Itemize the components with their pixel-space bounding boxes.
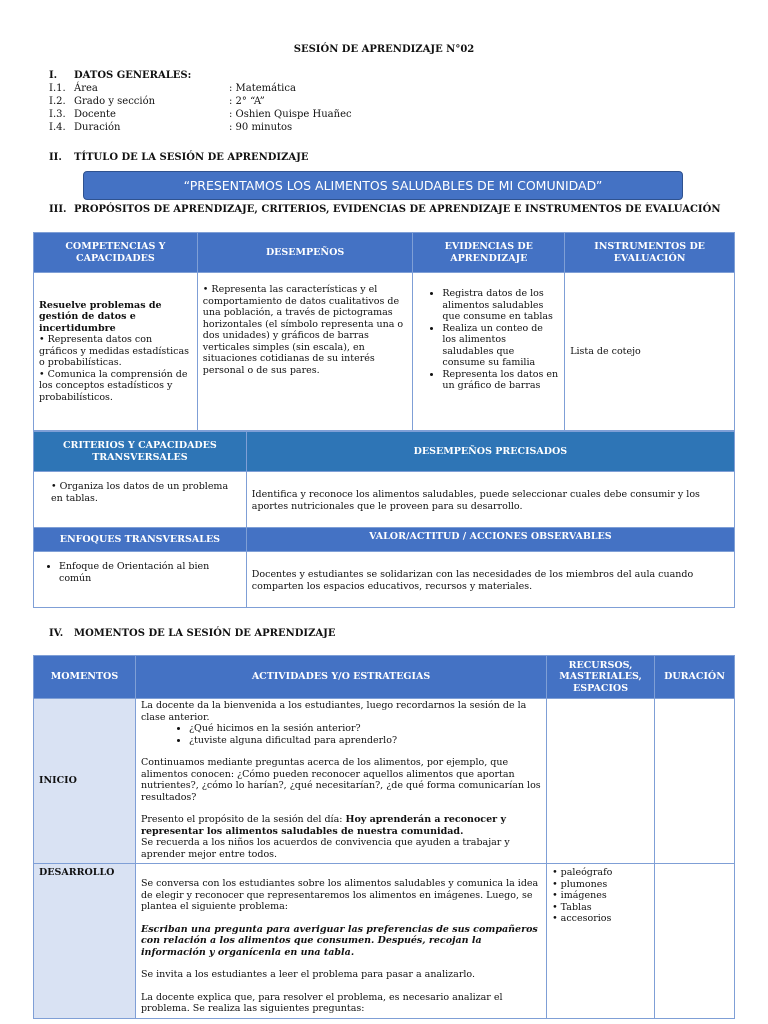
- header-valor: VALOR/ACTITUD / ACCIONES OBSERVABLES: [246, 528, 734, 552]
- moments-table: [33, 655, 735, 1019]
- inicio-questions-text: Continuamos mediante preguntas acerca de los alimentos, por ejemplo, que alimentos conocen: ¿Cómo pueden reconocer aquellos alimentos que aportan nutrientes?, ¿cómo lo harían?, ¿qué necesitarían?, ¿de qué forma comunicarían los resultados?: [140, 757, 541, 803]
- section-2-number: II.: [49, 152, 62, 163]
- header-duracion: DURACIÓN: [655, 656, 735, 699]
- recurso-item: • Tablas: [552, 901, 592, 913]
- section-4-heading: MOMENTOS DE LA SESIÓN DE APRENDIZAJE: [74, 628, 336, 639]
- evidencias-cell: [413, 273, 565, 431]
- criterio-text: • Organiza los datos de un problema en tablas.: [51, 481, 229, 504]
- session-title-banner: “PRESENTAMOS LOS ALIMENTOS SALUDABLES DE MI COMUNIDAD”: [83, 171, 683, 200]
- header-enfoques: ENFOQUES TRANSVERSALES: [34, 528, 247, 552]
- section-1-number: I.: [49, 70, 58, 81]
- recurso-item: • imágenes: [552, 890, 607, 901]
- inicio-activities: [135, 699, 546, 864]
- inicio-question: • ¿tuviste alguna dificultad para aprenderlo?: [189, 735, 541, 747]
- instrumento-text: Lista de cotejo: [570, 345, 641, 357]
- moment-desarrollo-label: DESARROLLO: [34, 864, 136, 1019]
- desarrollo-recursos: [547, 864, 655, 1019]
- inicio-purpose: Presento el propósito de la sesión del día: Hoy aprenderán a reconocer y representar los alimentos saludables de nuestra comunidad.: [140, 814, 506, 837]
- inicio-duracion: [655, 699, 735, 864]
- desarrollo-problem: Escriban una pregunta para averiguar las preferencias de sus compañeros con relación a los alimentos que consumen. Después, recojan la información y organícenla en una tabla.: [140, 923, 538, 958]
- section-2-heading: TÍTULO DE LA SESIÓN DE APRENDIZAJE: [74, 152, 309, 163]
- criterio-cell: [34, 472, 247, 528]
- inicio-question: • ¿Qué hicimos en la sesión anterior?: [189, 723, 541, 735]
- desarrollo-activities: [135, 864, 546, 1019]
- moment-inicio-label: INICIO: [34, 699, 136, 864]
- instrumento-cell: [565, 273, 735, 431]
- capacidad-item: • Comunica la comprensión de los conceptos estadísticos y probabilísticos.: [39, 368, 188, 403]
- capacidad-item: • Representa datos con gráficos y medidas estadísticas o probabilísticas.: [39, 334, 190, 369]
- header-desempenos-precisados: DESEMPEÑOS PRECISADOS: [246, 432, 734, 472]
- recurso-item: • plumones: [552, 878, 608, 890]
- evidencia-item: • Registra datos de los alimentos saludables que consume en tablas: [442, 288, 559, 323]
- purposes-table: [33, 232, 735, 431]
- header-criterios: CRITERIOS Y CAPACIDADES TRANSVERSALES: [34, 432, 247, 472]
- header-competencias: COMPETENCIAS Y CAPACIDADES: [34, 233, 198, 273]
- enfoque-cell: [34, 552, 247, 608]
- desempeno-text: • Representa las características y el comportamiento de datos cualitativos de una población, a través de pictogramas horizontales (el símbolo representa una o dos unidades) y gráficos de barras verticales simples (sin escala), en situaciones cotidianas de su interés personal o de sus pares.: [202, 284, 404, 376]
- header-instrumentos: INSTRUMENTOS DE EVALUACIÓN: [565, 233, 735, 273]
- recurso-item: • paleógrafo: [552, 867, 613, 878]
- header-actividades: ACTIVIDADES Y/O ESTRATEGIAS: [135, 656, 546, 699]
- inicio-agreements: Se recuerda a los niños los acuerdos de convivencia que ayuden a trabajar y aprender mejor entre todos.: [140, 837, 510, 860]
- enfoque-list: [39, 561, 241, 584]
- competencia-title: Resuelve problemas de gestión de datos e incertidumbre: [39, 299, 162, 334]
- section-3-heading: PROPÓSITOS DE APRENDIZAJE, CRITERIOS, EVIDENCIAS DE APRENDIZAJE E INSTRUMENTOS DE EVALUACIÓN: [74, 204, 721, 215]
- competencias-cell: [34, 273, 198, 431]
- precisado-cell: [246, 472, 734, 528]
- desarrollo-duracion: [655, 864, 735, 1019]
- document-title: SESIÓN DE APRENDIZAJE N°02: [293, 44, 475, 55]
- section-3-number: III.: [49, 204, 67, 215]
- section-4-number: IV.: [49, 628, 64, 639]
- inicio-recursos: [547, 699, 655, 864]
- header-evidencias: EVIDENCIAS DE APRENDIZAJE: [413, 233, 565, 273]
- desempeno-cell: [197, 273, 413, 431]
- desarrollo-analysis: La docente explica que, para resolver el problema, es necesario analizar el problema. Se realiza las siguientes preguntas:: [140, 991, 503, 1014]
- header-recursos: RECURSOS, MASTERIALES, ESPACIOS: [547, 656, 655, 699]
- evidencias-list: [418, 288, 559, 392]
- header-momentos: MOMENTOS: [34, 656, 136, 699]
- purpose-statement: Hoy aprenderán a reconocer y representar los alimentos saludables de nuestra comunidad: [140, 814, 506, 837]
- valor-cell: [246, 552, 734, 608]
- evidencia-item: • Representa los datos en un gráfico de barras: [442, 369, 559, 392]
- inicio-questions: [141, 723, 541, 746]
- valor-text: Docentes y estudiantes se solidarizan con las necesidades de los miembros del aula cuando comparten los espacios educativos, recursos y materiales.: [251, 569, 694, 592]
- section-1-heading: DATOS GENERALES:: [74, 70, 192, 81]
- precisado-text: Identifica y reconoce los alimentos saludables, puede seleccionar cuales debe consumir y los aportes nutricionales que le proveen para su desarrollo.: [251, 489, 700, 512]
- header-desempenos: DESEMPEÑOS: [197, 233, 413, 273]
- desarrollo-read: Se invita a los estudiantes a leer el problema para pasar a analizarlo.: [140, 969, 475, 980]
- enfoque-item: • Enfoque de Orientación al bien común: [59, 561, 241, 584]
- recurso-item: • accesorios: [552, 913, 612, 924]
- criterios-table: [33, 431, 735, 608]
- inicio-intro: La docente da la bienvenida a los estudiantes, luego recordarnos la sesión de la clase anterior.: [140, 700, 527, 723]
- evidencia-item: • Realiza un conteo de los alimentos saludables que consume su familia: [442, 323, 559, 369]
- desarrollo-intro: Se conversa con los estudiantes sobre los alimentos saludables y comunica la idea de elegir y reconocer que representaremos los alimentos en imágenes. Luego, se plantea el siguiente problema:: [140, 878, 539, 912]
